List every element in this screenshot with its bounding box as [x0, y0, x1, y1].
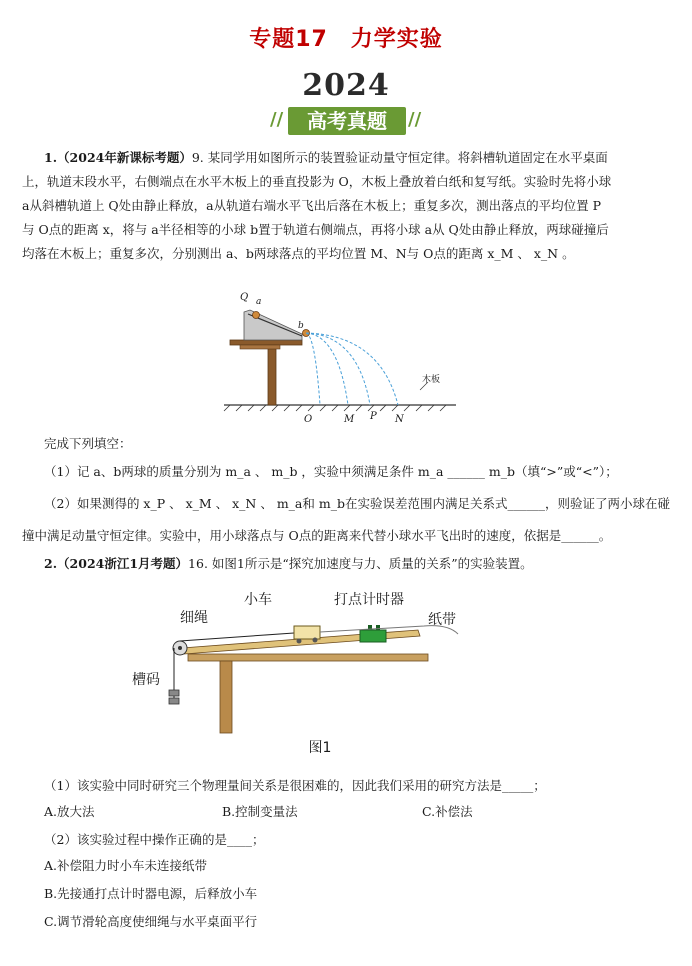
q1-tag: 1.（2024年新课标考题）	[44, 150, 192, 165]
q1-sub2-line1: （2）如果测得的 x_P 、 x_M 、 x_N 、 m_a和 m_b在实验误差范围内满足关系式______，则验证了两小球在碰	[44, 496, 670, 511]
q2-sub2-option-c: C.调节滑轮高度使细绳与水平桌面平行	[44, 914, 258, 929]
fig1-label-o: O	[304, 414, 313, 425]
q1-line-4: 与 O点的距离 x，将与 a半径相等的小球 b置于轨道右侧端点，再将小球 a从 Q处由静止释放，两球碰撞后	[22, 222, 609, 237]
q2-sub1: （1）该实验中同时研究三个物理量间关系是很困难的，因此我们采用的研究方法是_____；	[44, 778, 546, 793]
q2-figure	[128, 586, 488, 746]
figure-caption: 图1	[308, 740, 332, 756]
q2-tag: 2.（2024浙江1月考题）	[44, 556, 189, 571]
fig1-label-n: N	[395, 414, 404, 425]
q2-sub2-option-a: A.补偿阻力时小车未连接纸带	[44, 858, 208, 873]
q2-line1-text: 16. 如图1所示是“探究加速度与力、质量的关系”的实验装置。	[188, 556, 533, 571]
q1-line-2: 上，轨道末段水平，右侧端点在水平木板上的垂直投影为 O，木板上叠放着白纸和复写纸。实验时先将小球	[22, 174, 612, 189]
q1-line1-text: 9. 某同学用如图所示的装置验证动量守恒定律。将斜槽轨道固定在水平桌面	[191, 150, 608, 165]
q2-sub2-option-b: B.先接通打点计时器电源，后释放小车	[44, 886, 258, 901]
fig2-label-string: 细绳	[180, 610, 208, 626]
q1-line-5: 均落在木板上；重复多次，分别测出 a、b两球落点的平均位置 M、N与 O点的距离 x_M 、 x_N 。	[22, 246, 575, 261]
q2-sub2: （2）该实验过程中操作正确的是____；	[44, 832, 265, 847]
section-banner	[270, 107, 424, 135]
fig1-label-p: P	[370, 411, 377, 422]
fig2-label-weight: 槽码	[132, 672, 160, 688]
banner-slash-left: //	[270, 109, 284, 130]
q2-sub1-option-c: C.补偿法	[422, 804, 473, 819]
fig1-label-q: Q	[240, 292, 249, 303]
q1-sub2-line2: 撞中满足动量守恒定律。实验中，用小球落点与 O点的距离来代替小球水平飞出时的速度，依据是______。	[22, 528, 612, 543]
q1-figure	[220, 290, 460, 430]
fig2-label-timer: 打点计时器	[334, 592, 404, 608]
q1-line-3: a从斜槽轨道上 Q处由静止释放，a从轨道右端水平飞出后落在木板上；重复多次，测出落点的平均位置 P	[22, 198, 602, 213]
page-title: 专题17 力学实验	[249, 27, 443, 52]
banner-label: 高考真题	[307, 109, 387, 133]
q1-prompt: 完成下列填空：	[44, 436, 132, 451]
q1-sub1: （1）记 a、b两球的质量分别为 m_a 、 m_b ，实验中须满足条件 m_a ______ m_b（填“>”或“<”）；	[44, 464, 618, 479]
fig1-label-b: b	[298, 321, 304, 331]
q2-sub1-option-a: A.放大法	[44, 804, 95, 819]
q2-sub1-option-b: B.控制变量法	[222, 804, 298, 819]
fig1-label-board: 木板	[422, 375, 441, 385]
banner-slash-right: //	[408, 109, 422, 130]
fig1-label-m: M	[344, 414, 355, 425]
fig1-label-a: a	[256, 297, 262, 307]
year-heading: 2024	[302, 68, 390, 103]
fig2-label-cart: 小车	[244, 592, 272, 608]
fig2-label-tape: 纸带	[428, 612, 456, 628]
q2-line-1	[22, 552, 670, 576]
q1-line-1	[22, 146, 670, 170]
